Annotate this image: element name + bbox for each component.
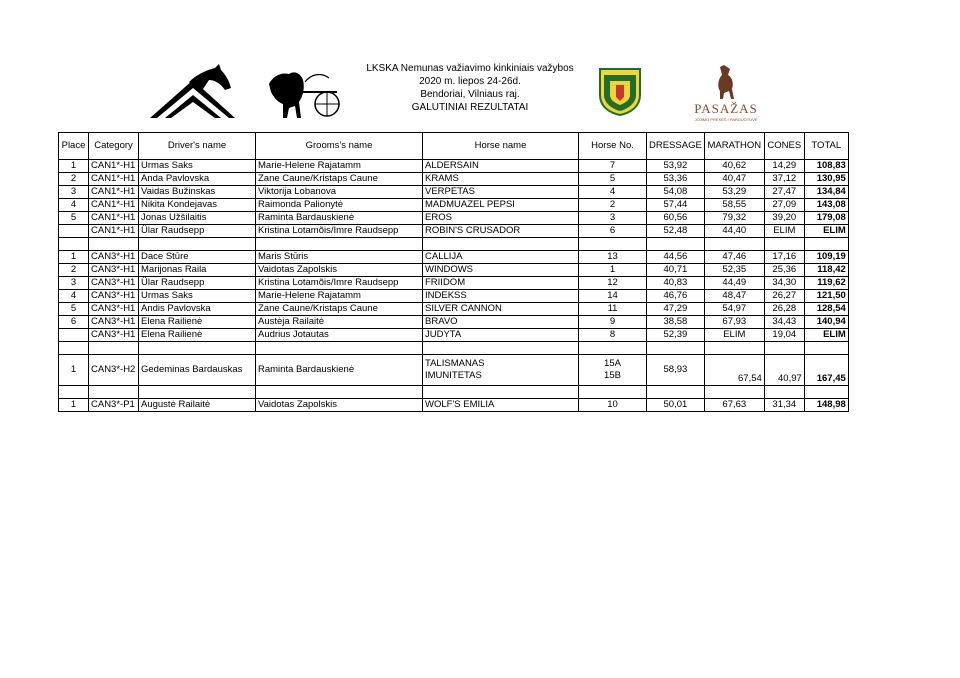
- event-dates: 2020 m. liepos 24-26d.: [419, 76, 521, 87]
- table-row: [59, 277, 849, 290]
- table-row: [59, 303, 849, 316]
- cell-horse: FRIIDOM: [423, 277, 579, 290]
- cell-horse-no: 9: [579, 316, 647, 329]
- cell-cones: 27,47: [764, 186, 804, 199]
- cell-horse: TALISMANAS: [423, 355, 579, 371]
- cell-horse: INDEKSS: [423, 290, 579, 303]
- col-grooms: Grooms's name: [256, 133, 423, 160]
- cell-category: CAN1*-H1: [89, 173, 139, 186]
- cell-category: CAN3*-H1: [89, 277, 139, 290]
- horse-head-logo: [145, 62, 240, 124]
- cell-horse-no: 4: [579, 186, 647, 199]
- cell-horse: MADMUAZEL PEPSI: [423, 199, 579, 212]
- table-row: [59, 160, 849, 173]
- cell-cones: 27,09: [764, 199, 804, 212]
- cell-place: 4: [59, 199, 89, 212]
- cell-dressage: 53,92: [647, 160, 705, 173]
- cell-horse: WOLF'S EMILIA: [423, 399, 579, 412]
- cell-cones: 17,16: [764, 251, 804, 264]
- cell-dressage: 54,08: [647, 186, 705, 199]
- col-category: Category: [89, 133, 139, 160]
- col-place: Place: [59, 133, 89, 160]
- cell-total: ELIM: [804, 329, 848, 342]
- cell-dressage: 60,56: [647, 212, 705, 225]
- cell-horse-no: 10: [579, 399, 647, 412]
- cell-total: 128,54: [804, 303, 848, 316]
- cell-category: CAN3*-P1: [89, 399, 139, 412]
- cell-horse-no: 3: [579, 212, 647, 225]
- cell-marathon: 54,97: [704, 303, 764, 316]
- col-dressage: DRESSAGE: [647, 133, 705, 160]
- cell-horse: WINDOWS: [423, 264, 579, 277]
- event-location: Bendoriai, Vilniaus raj.: [420, 89, 520, 100]
- cell-cones: 34,30: [764, 277, 804, 290]
- cell-total: 148,98: [804, 399, 848, 412]
- shield-emblem-logo: [596, 65, 644, 117]
- cell-total: 140,94: [804, 316, 848, 329]
- cell-horse: BRAVO: [423, 316, 579, 329]
- pasazas-subtitle: JOJIMO PREKĖS / PARDUOTUVĖ: [694, 117, 758, 122]
- cell-place: [59, 225, 89, 238]
- cell-driver: Jonas Užšilaitis: [139, 212, 256, 225]
- cell-driver: Augustė Railaitė: [139, 399, 256, 412]
- spacer-row: [59, 238, 849, 251]
- cell-place: 5: [59, 212, 89, 225]
- cell-marathon: 44,49: [704, 277, 764, 290]
- cell-driver: Urmas Saks: [139, 290, 256, 303]
- cell-marathon: 67,63: [704, 399, 764, 412]
- cell-dressage: 40,83: [647, 277, 705, 290]
- cell-category: CAN1*-H1: [89, 212, 139, 225]
- cell-cones: ELIM: [764, 225, 804, 238]
- cell-grooms: Kristina Lotamõis/Imre Raudsepp: [256, 225, 423, 238]
- pasazas-logo: [690, 63, 762, 125]
- cell-driver: Vaidas Bužinskas: [139, 186, 256, 199]
- cell-driver: Dace Stūre: [139, 251, 256, 264]
- table-row: [59, 186, 849, 199]
- cell-total: 143,08: [804, 199, 848, 212]
- rearing-horse-icon: [690, 63, 762, 101]
- cell-horse: SILVER CANNON: [423, 303, 579, 316]
- cell-category: CAN1*-H1: [89, 160, 139, 173]
- table-row: [59, 329, 849, 342]
- cell-grooms: Audrius Jotautas: [256, 329, 423, 342]
- cell-horse: JUDYTA: [423, 329, 579, 342]
- cell-place: 1: [59, 160, 89, 173]
- cell-marathon: 53,29: [704, 186, 764, 199]
- cell-driver: Ülar Raudsepp: [139, 225, 256, 238]
- cell-category: CAN3*-H1: [89, 316, 139, 329]
- cell-place: 3: [59, 186, 89, 199]
- cell-place: [59, 329, 89, 342]
- cell-place: 2: [59, 264, 89, 277]
- cell-category: CAN1*-H1: [89, 199, 139, 212]
- cell-marathon: 48,47: [704, 290, 764, 303]
- cell-driver: Marijonas Raila: [139, 264, 256, 277]
- table-row: [59, 199, 849, 212]
- cell-driver: Urmas Saks: [139, 160, 256, 173]
- table-row: [59, 173, 849, 186]
- cell-place: 6: [59, 316, 89, 329]
- cell-cones: 26,27: [764, 290, 804, 303]
- cell-grooms: Marie-Helene Rajatamm: [256, 160, 423, 173]
- col-cones: CONES: [764, 133, 804, 160]
- cell-total: 118,42: [804, 264, 848, 277]
- cell-total: 108,83: [804, 160, 848, 173]
- cell-horse: IMUNITETAS: [423, 370, 579, 386]
- cell-dressage: 57,44: [647, 199, 705, 212]
- cell-grooms: Zane Caune/Kristaps Caune: [256, 173, 423, 186]
- cell-place: 1: [59, 399, 89, 412]
- table-row: [59, 212, 849, 225]
- col-marathon: MARATHON: [704, 133, 764, 160]
- cell-total: 134,84: [804, 186, 848, 199]
- cell-dressage: 58,93: [647, 355, 705, 386]
- cell-total: 130,95: [804, 173, 848, 186]
- cell-grooms: Austėja Railaitė: [256, 316, 423, 329]
- cell-marathon: 47,46: [704, 251, 764, 264]
- col-total: TOTAL: [804, 133, 848, 160]
- cell-cones: 14,29: [764, 160, 804, 173]
- cell-horse: KRAMS: [423, 173, 579, 186]
- cell-place: 1: [59, 251, 89, 264]
- cell-grooms: Vaidotas Zapolskis: [256, 264, 423, 277]
- table-row: [59, 264, 849, 277]
- cell-driver: Gedeminas Bardauskas: [139, 355, 256, 386]
- cell-horse-no: 15A: [579, 355, 647, 371]
- cell-marathon: 58,55: [704, 199, 764, 212]
- cell-grooms: Raminta Bardauskienė: [256, 355, 423, 386]
- cell-dressage: 40,71: [647, 264, 705, 277]
- cell-driver: Anda Pavlovska: [139, 173, 256, 186]
- cell-total: 109,19: [804, 251, 848, 264]
- table-row: [59, 316, 849, 329]
- cell-cones: 40,97: [764, 355, 804, 386]
- spacer-row: [59, 342, 849, 355]
- spacer-row: [59, 386, 849, 399]
- cell-place: 3: [59, 277, 89, 290]
- table-header-row: [59, 133, 849, 160]
- horse-cart-logo: [265, 62, 345, 124]
- cell-place: 5: [59, 303, 89, 316]
- cell-marathon: 40,47: [704, 173, 764, 186]
- cell-cones: 39,20: [764, 212, 804, 225]
- cell-horse-no: 11: [579, 303, 647, 316]
- cell-horse-no: 7: [579, 160, 647, 173]
- cell-marathon: 79,32: [704, 212, 764, 225]
- cell-dressage: 46,76: [647, 290, 705, 303]
- cell-place: 4: [59, 290, 89, 303]
- cell-place: 2: [59, 173, 89, 186]
- cell-category: CAN3*-H1: [89, 264, 139, 277]
- cell-place: 1: [59, 355, 89, 386]
- col-horse-no: Horse No.: [579, 133, 647, 160]
- cell-horse-no: 14: [579, 290, 647, 303]
- event-header: [340, 62, 600, 114]
- cell-dressage: 44,56: [647, 251, 705, 264]
- results-title: GALUTINIAI REZULTATAI: [411, 102, 529, 113]
- cell-category: CAN3*-H1: [89, 303, 139, 316]
- cell-marathon: 67,54: [704, 355, 764, 386]
- cell-horse-no: 1: [579, 264, 647, 277]
- cell-dressage: 52,39: [647, 329, 705, 342]
- cell-category: CAN3*-H2: [89, 355, 139, 386]
- cell-horse: ALDERSAIN: [423, 160, 579, 173]
- cell-dressage: 52,48: [647, 225, 705, 238]
- cell-total: 179,08: [804, 212, 848, 225]
- cell-cones: 25,36: [764, 264, 804, 277]
- cell-category: CAN1*-H1: [89, 186, 139, 199]
- cell-grooms: Zane Caune/Kristaps Caune: [256, 303, 423, 316]
- col-driver: Driver's name: [139, 133, 256, 160]
- cell-category: CAN3*-H1: [89, 329, 139, 342]
- cell-driver: Elena Railienė: [139, 316, 256, 329]
- table-row: [59, 225, 849, 238]
- cell-horse-no: 6: [579, 225, 647, 238]
- cell-category: CAN1*-H1: [89, 225, 139, 238]
- cell-horse: CALLIJA: [423, 251, 579, 264]
- cell-dressage: 53,36: [647, 173, 705, 186]
- pasazas-wordmark: PASAŽAS: [694, 101, 758, 116]
- cell-marathon: 44,40: [704, 225, 764, 238]
- cell-grooms: Vaidotas Zapolskis: [256, 399, 423, 412]
- cell-horse-no: 2: [579, 199, 647, 212]
- cell-total: ELIM: [804, 225, 848, 238]
- cell-total: 119,62: [804, 277, 848, 290]
- cell-horse-no: 8: [579, 329, 647, 342]
- cell-horse-no: 12: [579, 277, 647, 290]
- table-row-pair: [59, 355, 849, 371]
- results-table: [58, 132, 849, 412]
- cell-total: 167,45: [804, 355, 848, 386]
- cell-cones: 31,34: [764, 399, 804, 412]
- cell-horse-no: 5: [579, 173, 647, 186]
- table-row: [59, 251, 849, 264]
- cell-category: CAN3*-H1: [89, 251, 139, 264]
- cell-marathon: ELIM: [704, 329, 764, 342]
- cell-horse-no: 13: [579, 251, 647, 264]
- col-horse: Horse name: [423, 133, 579, 160]
- cell-category: CAN3*-H1: [89, 290, 139, 303]
- cell-cones: 37,12: [764, 173, 804, 186]
- cell-grooms: Viktorija Lobanova: [256, 186, 423, 199]
- cell-grooms: Kristina Lotamõis/Imre Raudsepp: [256, 277, 423, 290]
- cell-cones: 19,04: [764, 329, 804, 342]
- cell-marathon: 67,93: [704, 316, 764, 329]
- cell-horse: VERPETAS: [423, 186, 579, 199]
- event-title: LKSKA Nemunas važiavimo kinkiniais važybos: [366, 63, 574, 74]
- cell-marathon: 52,35: [704, 264, 764, 277]
- cell-grooms: Marie-Helene Rajatamm: [256, 290, 423, 303]
- table-row: [59, 290, 849, 303]
- cell-dressage: 38,58: [647, 316, 705, 329]
- cell-horse: ROBIN'S CRUSADOR: [423, 225, 579, 238]
- cell-grooms: Raminta Bardauskienė: [256, 212, 423, 225]
- cell-grooms: Maris Stūris: [256, 251, 423, 264]
- cell-driver: Nikita Kondejavas: [139, 199, 256, 212]
- cell-marathon: 40,62: [704, 160, 764, 173]
- cell-dressage: 47,29: [647, 303, 705, 316]
- cell-driver: Elena Railienė: [139, 329, 256, 342]
- cell-horse-no: 15B: [579, 370, 647, 386]
- cell-driver: Ülar Raudsepp: [139, 277, 256, 290]
- table-row: [59, 399, 849, 412]
- cell-dressage: 50,01: [647, 399, 705, 412]
- cell-driver: Andis Pavlovska: [139, 303, 256, 316]
- cell-cones: 26,28: [764, 303, 804, 316]
- cell-cones: 34,43: [764, 316, 804, 329]
- cell-total: 121,50: [804, 290, 848, 303]
- cell-grooms: Raimonda Palionytė: [256, 199, 423, 212]
- cell-horse: EROS: [423, 212, 579, 225]
